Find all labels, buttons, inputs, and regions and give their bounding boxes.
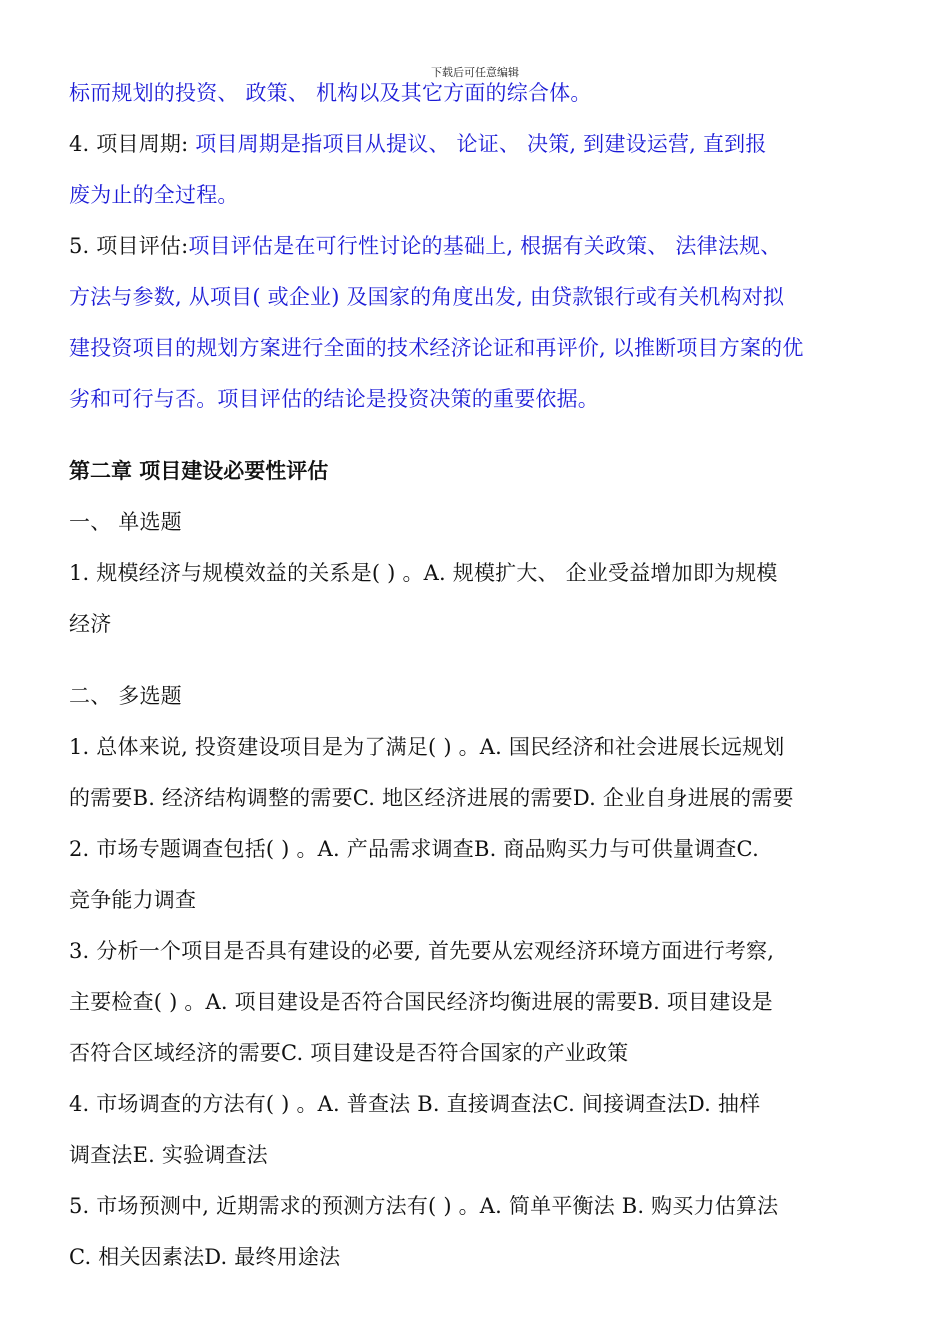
question-multi-5: 5. 市场预测中, 近期需求的预测方法有( ) 。A. 简单平衡法 B. 购买力估算法 — [69, 1194, 779, 1218]
question-single-1: 1. 规模经济与规模效益的关系是( ) 。A. 规模扩大、 企业受益增加即为规模 — [69, 561, 778, 585]
definition-label: 5. 项目评估: — [69, 234, 189, 258]
section-heading-single-choice: 一、 单选题 — [69, 510, 182, 534]
definition-item-4 — [69, 119, 889, 170]
question-multi-3-cont: 主要检查( ) 。A. 项目建设是否符合国民经济均衡进展的需要B. 项目建设是 — [69, 990, 773, 1014]
question-single-1-cont: 经济 — [69, 612, 112, 636]
definition-item-5-cont: 建投资项目的规划方案进行全面的技术经济论证和再评价, 以推断项目方案的优 — [69, 336, 804, 360]
definition-text: 项目周期是指项目从提议、 论证、 决策, 到建设运营, 直到报 — [188, 132, 767, 156]
section-heading-multi-choice: 二、 多选题 — [69, 684, 182, 708]
definition-item-5-cont: 劣和可行与否。项目评估的结论是投资决策的重要依据。 — [69, 387, 599, 411]
question-multi-5-cont: C. 相关因素法D. 最终用途法 — [69, 1245, 341, 1269]
question-multi-4-cont: 调查法E. 实验调查法 — [69, 1143, 268, 1167]
definition-item-4-cont: 废为止的全过程。 — [69, 183, 239, 207]
question-multi-1: 1. 总体来说, 投资建设项目是为了满足( ) 。A. 国民经济和社会进展长远规划 — [69, 735, 785, 759]
definition-item-5-cont: 方法与参数, 从项目( 或企业) 及国家的角度出发, 由贷款银行或有关机构对拟 — [69, 285, 785, 309]
question-multi-3: 3. 分析一个项目是否具有建设的必要, 首先要从宏观经济环境方面进行考察, — [69, 939, 775, 963]
question-multi-3-cont: 否符合区域经济的需要C. 项目建设是否符合国家的产业政策 — [69, 1041, 629, 1065]
question-multi-1-cont: 的需要B. 经济结构调整的需要C. 地区经济进展的需要D. 企业自身进展的需要 — [69, 786, 794, 810]
document-body — [69, 68, 889, 1283]
chapter-title: 第二章 项目建设必要性评估 — [69, 459, 329, 483]
page-header-note: 下载后可任意编辑 — [431, 66, 519, 79]
definition-label: 4. 项目周期: — [69, 132, 189, 156]
definition-item-5 — [69, 221, 889, 272]
definition-continuation: 标而规划的投资、 政策、 机构以及其它方面的综合体。 — [69, 81, 592, 105]
definition-text: 项目评估是在可行性讨论的基础上, 根据有关政策、 法律法规、 — [188, 234, 782, 258]
question-multi-2: 2. 市场专题调查包括( ) 。A. 产品需求调查B. 商品购买力与可供量调查C. — [69, 837, 759, 861]
question-multi-2-cont: 竞争能力调查 — [69, 888, 197, 912]
question-multi-4: 4. 市场调查的方法有( ) 。A. 普查法 B. 直接调查法C. 间接调查法D. 抽样 — [69, 1092, 761, 1116]
